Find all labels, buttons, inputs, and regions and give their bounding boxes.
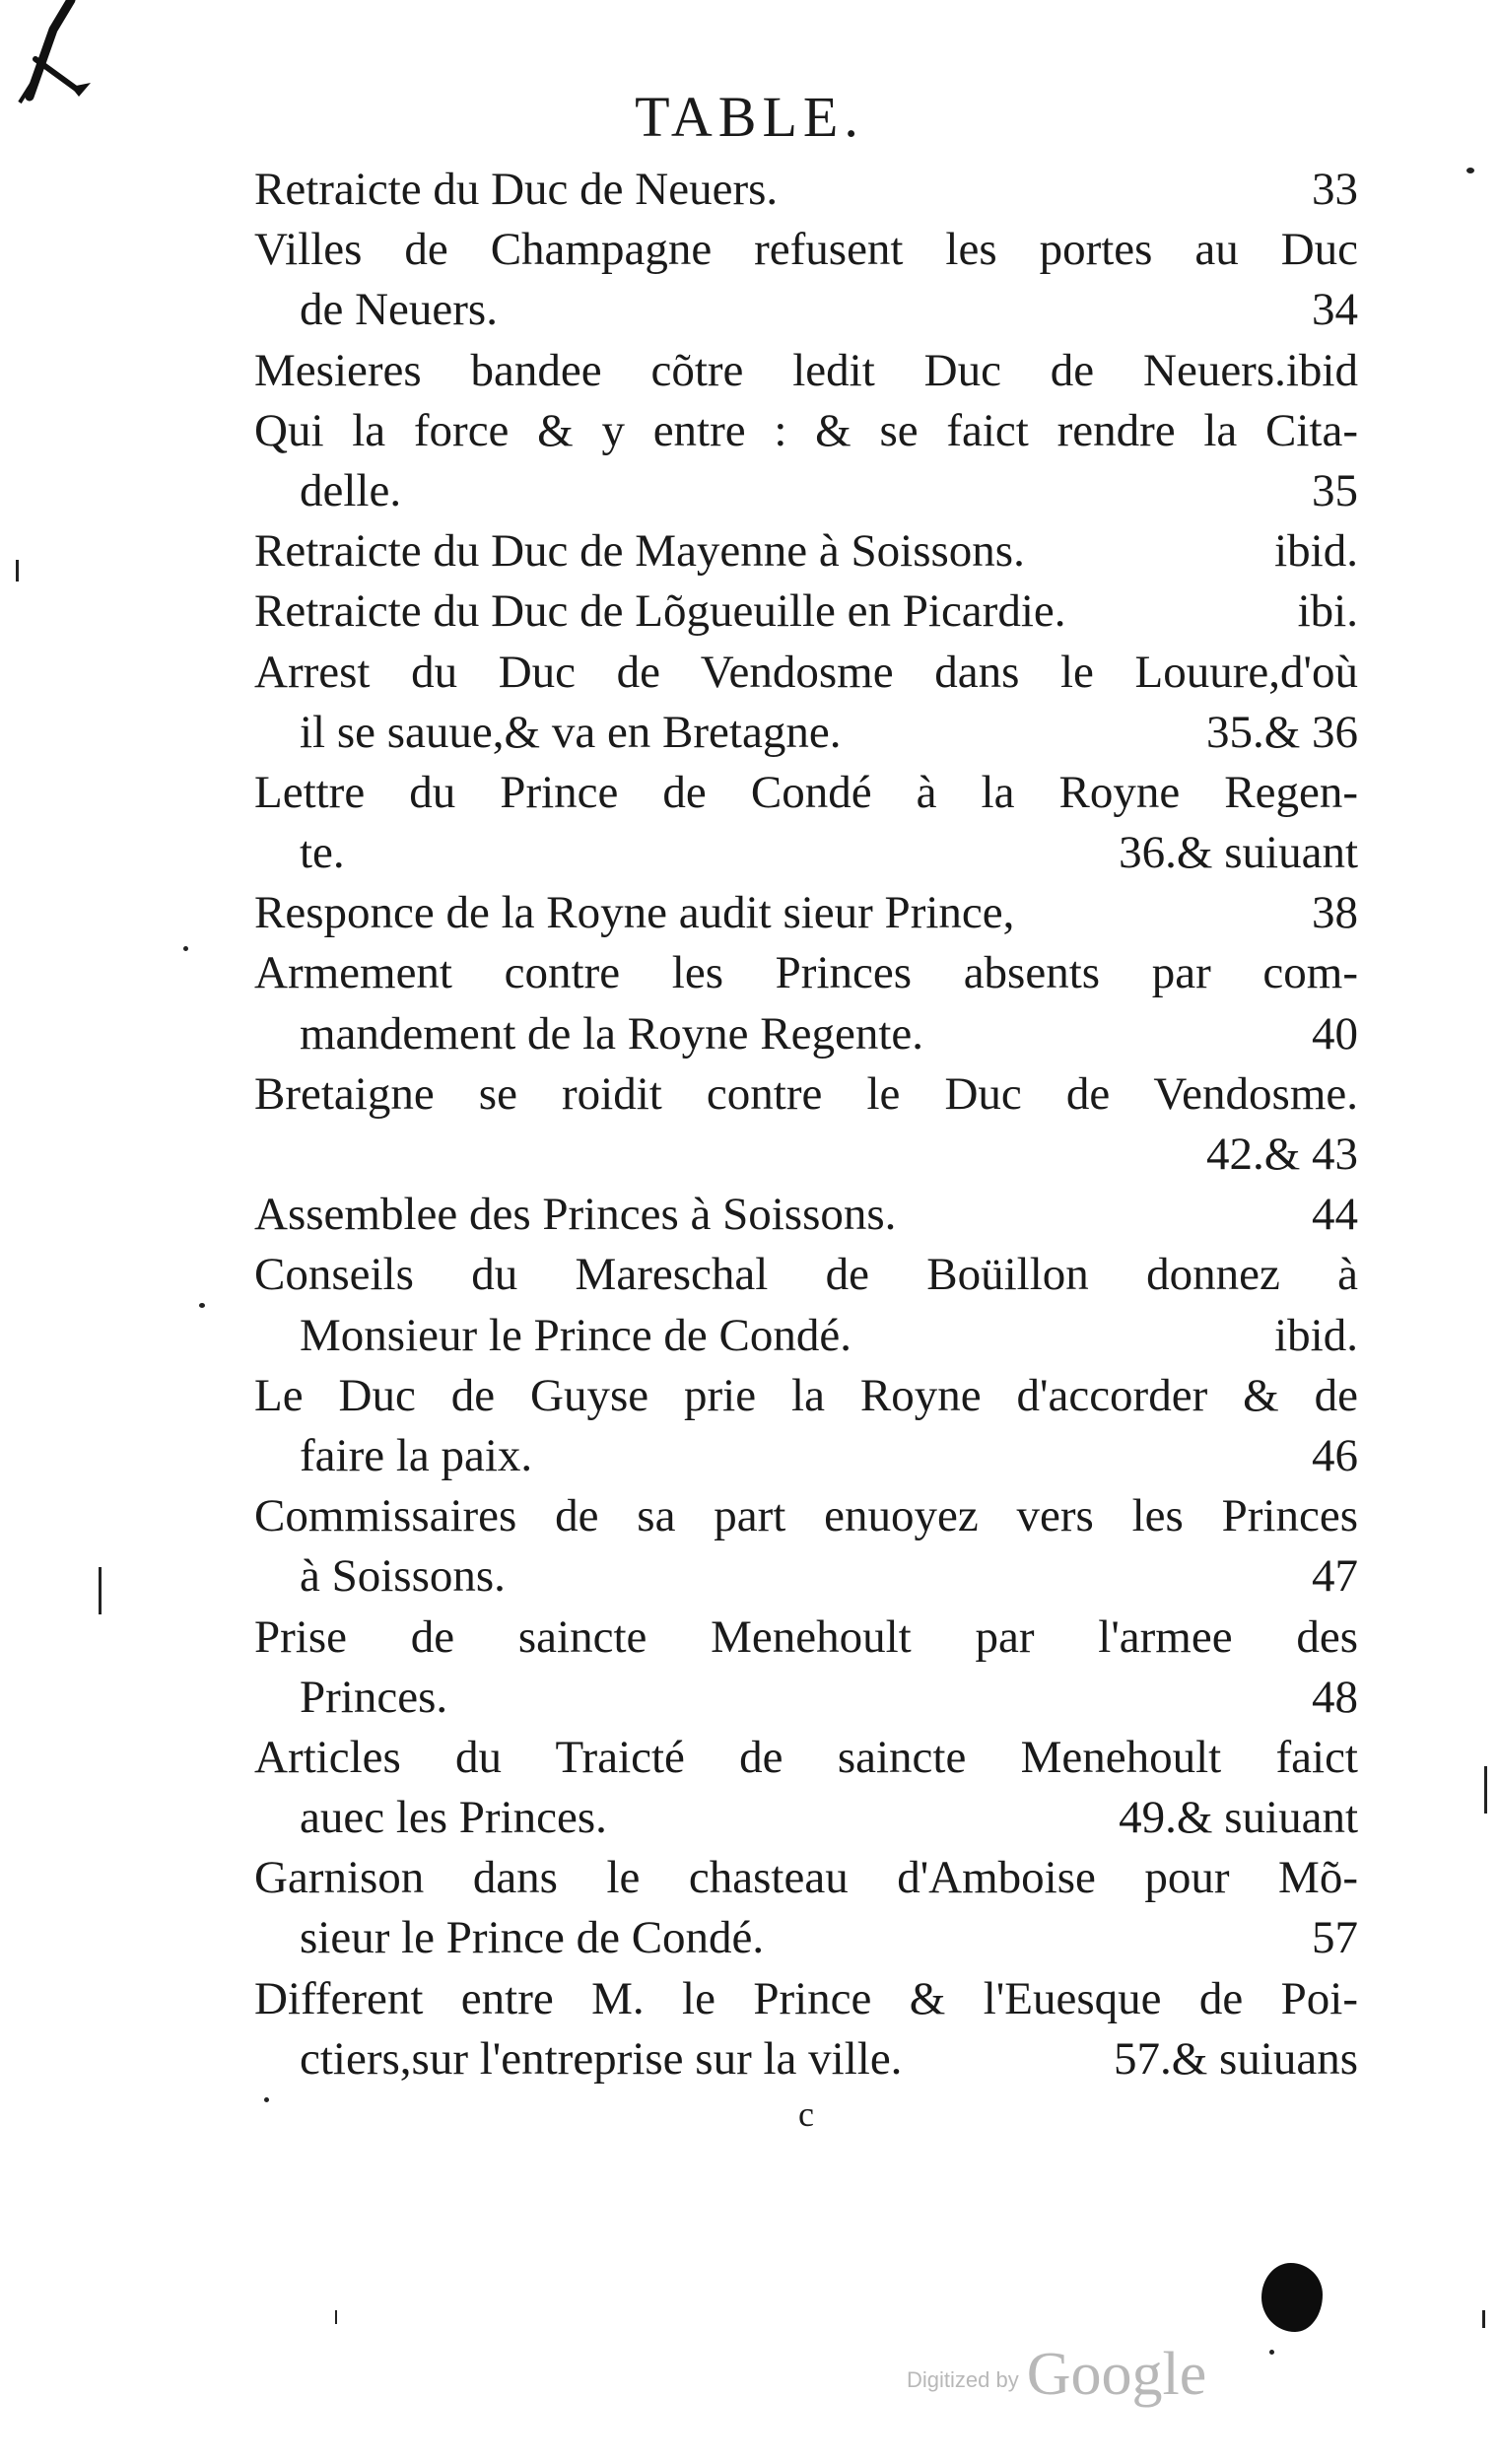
entry-page: 46	[1312, 1429, 1358, 1481]
toc-line	[254, 280, 1358, 340]
entry-text: auec les Princes.	[300, 1792, 607, 1844]
entry-page: 38	[1312, 887, 1358, 939]
entry-page: 49.& suiuant	[1119, 1792, 1358, 1844]
entry-text: Mesieres bandee cõtre ledit Duc de Neuers.ibid	[254, 344, 1358, 396]
entry-page: 33	[1312, 164, 1358, 215]
table-of-contents	[254, 160, 1358, 2139]
catchword	[254, 2089, 1358, 2139]
entry-page: 42.& 43	[1205, 1129, 1358, 1180]
toc-line	[254, 703, 1358, 763]
entry-text: Conseils du Mareschal de Boüillon donnez à	[254, 1249, 1358, 1301]
toc-line	[254, 943, 1358, 1003]
entry-page: 57	[1312, 1912, 1358, 1964]
entry-page: ibid.	[1274, 1309, 1358, 1361]
toc-line	[254, 823, 1358, 883]
margin-tick	[335, 2310, 337, 2324]
entry-text: ctiers,sur l'entreprise sur la ville.	[300, 2032, 903, 2085]
entry-text: Retraicte du Duc de Neuers.	[254, 164, 779, 215]
toc-line	[254, 582, 1358, 642]
catchword-text: c	[798, 2094, 814, 2134]
entry-text: Bretaigne se roidit contre le Duc de Vendosme.	[254, 1067, 1358, 1120]
margin-speck	[183, 946, 188, 951]
entry-text: de Neuers.	[300, 284, 498, 336]
entry-text: Princes.	[300, 1671, 448, 1723]
toc-line	[254, 1788, 1358, 1848]
entry-text: faire la paix.	[300, 1429, 533, 1481]
entry-text: Articles du Traicté de saincte Menehoult faict	[254, 1731, 1358, 1783]
toc-line	[254, 1185, 1358, 1245]
toc-line	[254, 2029, 1358, 2089]
entry-text: sieur le Prince de Condé.	[300, 1912, 765, 1964]
watermark-prefix: Digitized by	[907, 2367, 1019, 2392]
digitized-watermark	[907, 2336, 1207, 2408]
toc-line	[254, 1608, 1358, 1668]
entry-text: Qui la force & y entre : & se faict rendre la Cita-	[254, 404, 1358, 456]
entry-text: Armement contre les Princes absents par com-	[254, 947, 1358, 999]
entry-text: Retraicte du Duc de Lõgueuille en Picardie.	[254, 585, 1066, 638]
toc-line	[254, 763, 1358, 823]
entry-text: Garnison dans le chasteau d'Amboise pour Mõ-	[254, 1852, 1358, 1904]
entry-text: Le Duc de Guyse prie la Royne d'accorder & de	[254, 1369, 1358, 1421]
toc-line	[254, 1546, 1358, 1607]
toc-line	[254, 1908, 1358, 1968]
toc-line	[254, 1306, 1358, 1366]
toc-line	[254, 1125, 1358, 1185]
entry-text: Arrest du Duc de Vendosme dans le Louure,d'où	[254, 646, 1358, 698]
entry-page: 35	[1312, 464, 1358, 516]
entry-page: 48	[1312, 1671, 1358, 1723]
margin-speck	[1269, 2350, 1274, 2355]
entry-text: mandement de la Royne Regente.	[300, 1007, 923, 1060]
toc-line	[254, 1004, 1358, 1064]
margin-speck	[264, 2097, 269, 2102]
toc-line	[254, 160, 1358, 220]
entry-text: Monsieur le Prince de Condé.	[300, 1309, 852, 1361]
entry-page: ibi.	[1297, 585, 1358, 638]
toc-line	[254, 643, 1358, 703]
toc-line	[254, 1486, 1358, 1546]
toc-line	[254, 521, 1358, 582]
toc-line	[254, 883, 1358, 943]
margin-tick	[16, 560, 19, 582]
toc-line	[254, 1848, 1358, 1908]
toc-line	[254, 1969, 1358, 2029]
entry-page: 36.& suiuant	[1119, 827, 1358, 879]
entry-text: Prise de saincte Menehoult par l'armee des	[254, 1610, 1358, 1663]
entry-text: Different entre M. le Prince & l'Euesque de Poi-	[254, 1972, 1358, 2024]
entry-text: te.	[300, 827, 345, 879]
entry-page: 44	[1312, 1189, 1358, 1241]
toc-line	[254, 1064, 1358, 1125]
entry-page: 34	[1312, 284, 1358, 336]
margin-speck	[1466, 168, 1474, 173]
toc-line	[254, 401, 1358, 461]
entry-page: 35.& 36	[1205, 706, 1358, 758]
toc-line	[254, 1668, 1358, 1728]
entry-text: delle.	[300, 464, 402, 516]
margin-tick	[99, 1567, 102, 1614]
margin-tick	[1484, 1766, 1487, 1814]
entry-text: il se sauue,& va en Bretagne.	[300, 706, 842, 758]
entry-text: Commissaires de sa part enuoyez vers les Princes	[254, 1490, 1358, 1542]
entry-text: Retraicte du Duc de Mayenne à Soissons.	[254, 525, 1025, 578]
toc-line	[254, 1728, 1358, 1788]
toc-line	[254, 1426, 1358, 1486]
entry-text: Lettre du Prince de Condé à la Royne Regen-	[254, 766, 1358, 818]
toc-line	[254, 1366, 1358, 1426]
entry-text: Assemblee des Princes à Soissons.	[254, 1189, 897, 1241]
entry-text: à Soissons.	[300, 1550, 506, 1603]
margin-speck	[199, 1303, 205, 1308]
entry-page: ibid.	[1274, 525, 1358, 578]
ink-blot	[1261, 2263, 1323, 2332]
toc-line	[254, 461, 1358, 521]
entry-page: 57.& suiuans	[1113, 2032, 1358, 2085]
margin-tick	[1482, 2310, 1485, 2328]
toc-line	[254, 341, 1358, 401]
entry-page: 47	[1312, 1550, 1358, 1603]
entry-page: 40	[1312, 1007, 1358, 1060]
entry-text: Responce de la Royne audit sieur Prince,	[254, 887, 1015, 939]
page-header: TABLE.	[635, 85, 864, 149]
google-logo: Google	[1026, 2341, 1207, 2408]
entry-text: Villes de Champagne refusent les portes au Duc	[254, 224, 1358, 276]
toc-line	[254, 1245, 1358, 1305]
toc-line	[254, 220, 1358, 280]
